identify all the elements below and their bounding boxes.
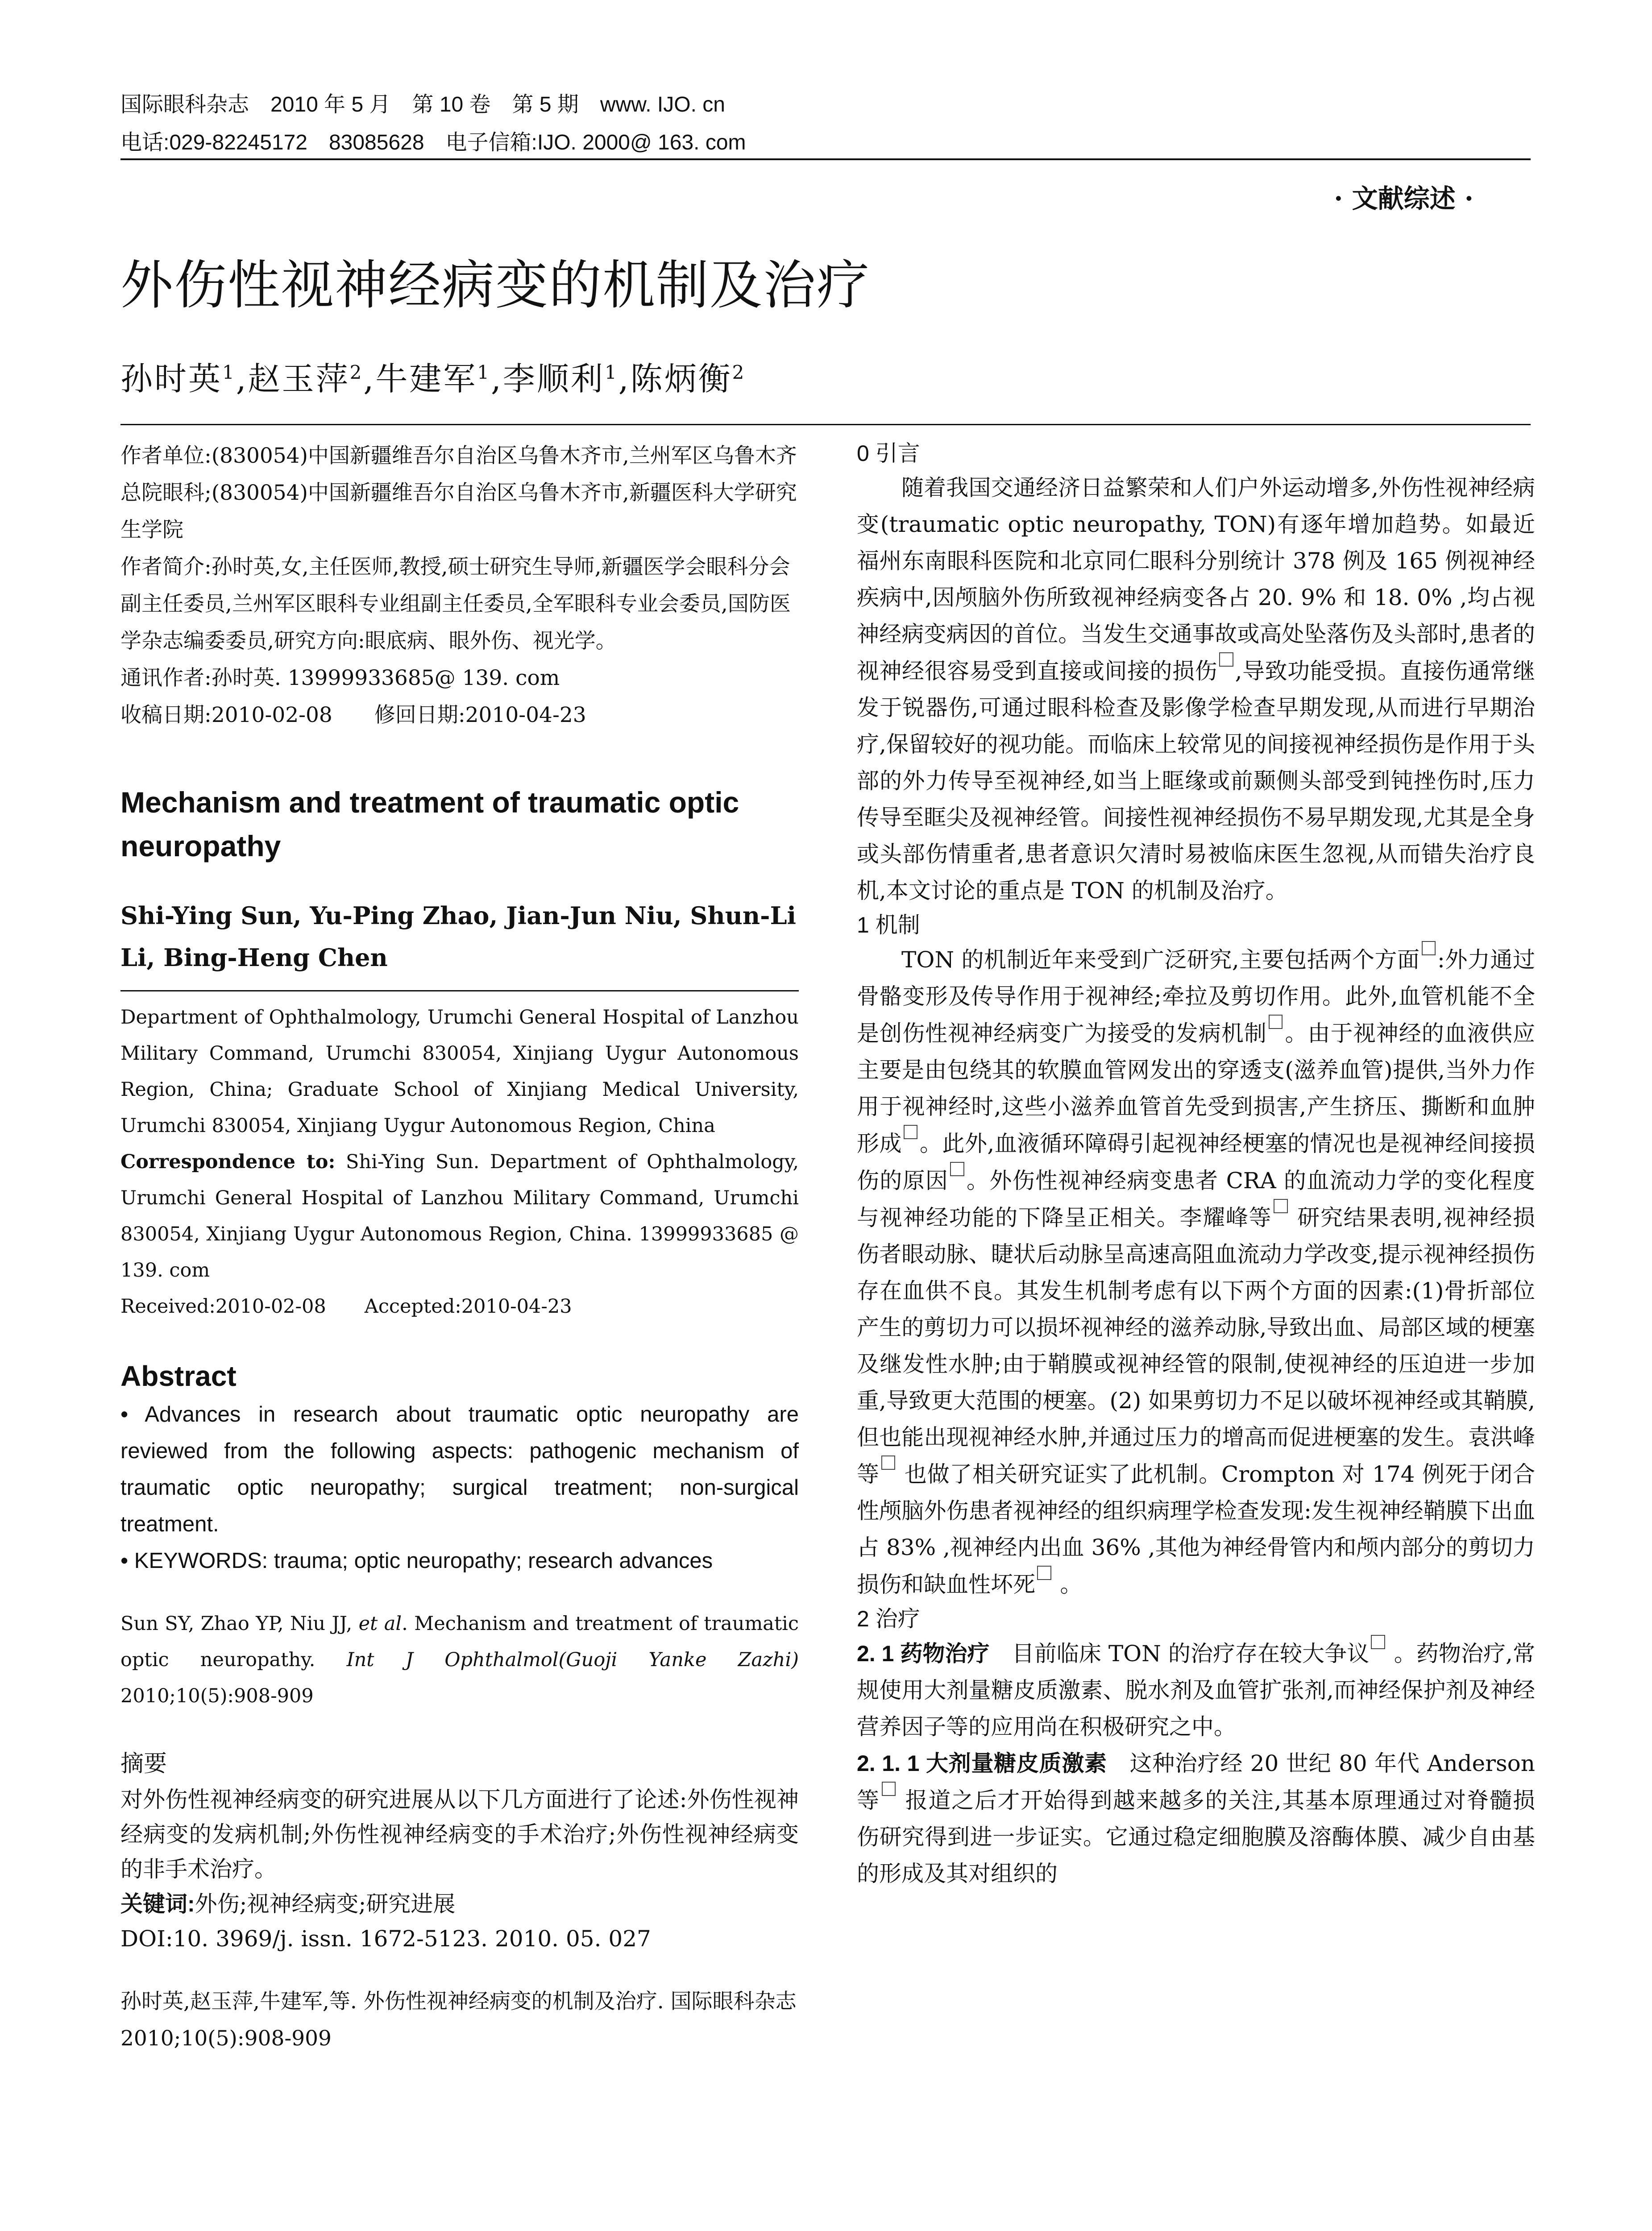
section-1-paragraph xyxy=(857,941,1535,1603)
author-affil-mark: 1 xyxy=(604,361,618,383)
author-affil-mark: 2 xyxy=(732,361,746,383)
citation-journal: Int J Ophthalmol(Guoji Yanke Zazhi) xyxy=(346,1649,799,1671)
section-tag: · 文献综述 · xyxy=(1334,183,1474,214)
zh-abstract-text: 对外伤性视神经病变的研究进展从以下几方面进行了论述:外伤性视神经病变的发病机制;外伤性视神经病变的手术治疗;外伤性视神经病变的非手术治疗。 xyxy=(120,1787,799,1882)
author-affil-mark: 1 xyxy=(222,361,236,383)
affiliation-zh: 作者单位:(830054)中国新疆维吾尔自治区乌鲁木齐市,兰州军区乌鲁木齐总院眼科;(830054)中国新疆维吾尔自治区乌鲁木齐市,新疆医科大学研究生学院 xyxy=(120,444,797,542)
citation-marker xyxy=(1422,941,1436,955)
citation-marker xyxy=(1371,1635,1385,1649)
zh-keywords-label: 关键词: xyxy=(120,1891,195,1916)
article-title: 外伤性视神经病变的机制及治疗 xyxy=(120,256,871,315)
paragraph-text: 报道之后才开始得到越来越多的关注,其基本原理通过对脊髓损伤研究得到进一步证实。它通过稳定细胞膜及溶酶体膜、减少自由基的形成及其对组织的 xyxy=(857,1787,1535,1887)
section-0-paragraph xyxy=(857,469,1535,909)
right-column xyxy=(857,437,1535,1892)
zh-citation: 孙时英,赵玉萍,牛建军,等. 外伤性视神经病变的机制及治疗. 国际眼科杂志 2010;10(5):908-909 xyxy=(120,1989,797,2051)
citation-marker xyxy=(1269,1015,1283,1029)
author-rule xyxy=(120,424,1531,425)
abstract-text: • Advances in research about traumatic optic neuropathy are reviewed from the following aspects: pathogenic mechanism of traumatic optic neuropathy; surgical treatment; non-surgical treatment. xyxy=(120,1402,799,1536)
zh-keywords xyxy=(120,1887,799,1921)
paragraph-text: 。外伤性视神经病变患者 CRA 的血流动力学的变化程度与视神经功能的下降呈正相关。李耀峰等 xyxy=(857,1168,1535,1231)
left-column xyxy=(120,437,799,2057)
running-header-journal: 国际眼科杂志 2010 年 5 月 第 10 卷 第 5 期 www. IJO. cn xyxy=(120,93,725,116)
citation-marker xyxy=(882,1782,896,1796)
received-dates-zh: 收稿日期:2010-02-08 修回日期:2010-04-23 xyxy=(120,703,586,727)
subsection-heading: 2. 1. 1 大剂量糖皮质激素 xyxy=(857,1751,1107,1776)
citation-marker xyxy=(881,1456,896,1470)
citation-title: . Mechanism and treatment of traumatic optic neuropathy. xyxy=(120,1613,799,1671)
zh-abstract-heading: 摘要 xyxy=(120,1751,167,1777)
paragraph-text: ,导致功能受损。直接伤通常继发于锐器伤,可通过眼科检查及影像学检查早期发现,从而进行早期治疗,保留较好的视功能。而临床上较常见的间接视神经损伤是作用于头部的外力传导至视神经,如当上眶缘或前颞侧头部受到钝挫伤时,压力传导至眶尖及视神经管。间接性视神经损伤不易早期发现,尤其是全身或头部伤情重者,患者意识欠清时易被临床医生忽视,从而错失治疗良机,本文讨论的重点是 TON 的机制及治疗。 xyxy=(857,658,1535,904)
paragraph-text: 这种治疗经 20 世纪 80 年代 Anderson 等 xyxy=(857,1750,1535,1813)
citation-etal: et al xyxy=(358,1613,402,1635)
correspondence-text: Shi-Ying Sun. Department of Ophthalmology, Urumchi General Hospital of Lanzhou Military Command, Urumchi 830054, Xinjiang Uygur Autonomous Region, China. 13999933685 @ 139. com xyxy=(120,1151,799,1281)
paragraph-text: 研究结果表明,视神经损伤者眼动脉、睫状后动脉呈高速高阻血流动力学改变,提示视神经损伤存在血供不良。其发生机制考虑有以下两个方面的因素:(1)骨折部位产生的剪切力可以损坏视神经的滋养动脉,导致出血、局部区域的梗塞及继发性水肿;由于鞘膜或视神经管的限制,使视神经的压迫进一步加重,导致更大范围的梗塞。(2) 如果剪切力不足以破坏视神经或其鞘膜,但也能出现视神经水肿,并通过压力的增高而促进梗塞的发生。袁洪峰等 xyxy=(857,1205,1535,1487)
paragraph-text: 。由于视神经的血液供应主要是由包绕其的软膜血管网发出的穿透支(滋养血管)提供,当外力作用于视神经时,这些小滋养血管首先受到损害,产生挤压、撕断和血肿形成 xyxy=(857,1020,1536,1157)
author-name: 孙时英 xyxy=(120,360,223,398)
author-list: 孙时英$^1$,赵玉萍$^2$,牛建军$^1$,李顺利$^1$,陈炳衡$^2$ xyxy=(120,360,746,398)
running-header-contact: 电话:029-82245172 83085628 电子信箱:IJO. 2000@ 163. com xyxy=(120,131,746,154)
abstract-heading: Abstract xyxy=(120,1360,237,1392)
author-name: 赵玉萍 xyxy=(248,360,350,398)
section-0-heading: 0 引言 xyxy=(857,441,920,466)
section-2-1-1-paragraph xyxy=(857,1745,1535,1892)
citation-volume: 2010;10(5):908-909 xyxy=(120,1685,314,1707)
english-affiliation: Department of Ophthalmology, Urumchi General Hospital of Lanzhou Military Command, Urumchi 830054, Xinjiang Uygur Autonomous Region, China; Graduate School of Xinjiang Medical University, Urumchi 830054, Xinjiang Uygur Autonomous Region, China xyxy=(120,1006,799,1137)
paragraph-text: 也做了相关研究证实了此机制。Crompton 对 174 例死于闭合性颅脑外伤患者视神经的组织病理学检查发现:发生视神经鞘膜下出血占 83% ,视神经内出血 36% ,其他为神经骨管内和颅内部分的剪切力损伤和缺血性坏死 xyxy=(857,1461,1536,1597)
author-affil-mark: 2 xyxy=(349,361,364,383)
paragraph-text: :外力通过骨骼变形及传导作用于视神经;牵拉及剪切作用。此外,血管机能不全是创伤性视神经病变广为接受的发病机制 xyxy=(857,947,1535,1046)
citation-marker xyxy=(904,1125,918,1139)
section-2-heading: 2 治疗 xyxy=(857,1606,920,1631)
citation-authors: Sun SY, Zhao YP, Niu JJ, xyxy=(120,1613,359,1635)
author-bio: 作者简介:孙时英,女,主任医师,教授,硕士研究生导师,新疆医学会眼科分会副主任委员,兰州军区眼科专业组副主任委员,全军眼科专业会委员,国防医学杂志编委委员,研究方向:眼底病、眼外伤、视光学。 xyxy=(120,555,791,653)
paragraph-text: TON 的机制近年来受到广泛研究,主要包括两个方面 xyxy=(901,947,1420,973)
correspondence-label: Correspondence to: xyxy=(120,1151,336,1173)
english-citation xyxy=(120,1606,799,1714)
english-authors: Shi-Ying Sun, Yu-Ping Zhao, Jian-Jun Niu, Shun-Li Li, Bing-Heng Chen xyxy=(120,901,797,972)
citation-marker xyxy=(1219,652,1233,667)
corresponding-author: 通讯作者:孙时英. 13999933685@ 139. com xyxy=(120,666,560,690)
paragraph-text: 。 xyxy=(1053,1572,1083,1597)
citation-marker xyxy=(1274,1199,1288,1213)
author-affil-mark: 1 xyxy=(477,361,491,383)
subsection-heading: 2. 1 药物治疗 xyxy=(857,1641,990,1666)
english-title: Mechanism and treatment of traumatic optic neuropathy xyxy=(120,786,739,863)
zh-keywords-text: 外伤;视神经病变;研究进展 xyxy=(195,1891,456,1917)
header-rule xyxy=(120,158,1531,160)
author-name: 李顺利 xyxy=(502,360,605,398)
author-name: 牛建军 xyxy=(375,360,477,398)
doi: DOI:10. 3969/j. issn. 1672-5123. 2010. 05. 027 xyxy=(120,1926,651,1952)
paragraph-text: 目前临床 TON 的治疗存在较大争议 xyxy=(989,1641,1370,1667)
paragraph-text: 。此外,血液循环障碍引起视神经梗塞的情况也是视神经间接损伤的原因 xyxy=(857,1131,1535,1194)
citation-marker xyxy=(950,1162,964,1176)
citation-marker xyxy=(1037,1566,1051,1580)
english-dates: Received:2010-02-08 Accepted:2010-04-23 xyxy=(120,1295,572,1318)
keywords: • KEYWORDS: trauma; optic neuropathy; research advances xyxy=(120,1549,713,1573)
author-name: 陈炳衡 xyxy=(630,360,732,398)
paragraph-text: 随着我国交通经济日益繁荣和人们户外运动增多,外伤性视神经病变(traumatic optic neuropathy, TON)有逐年增加趋势。如最近福州东南眼科医院和北京同仁眼科分别统计 378 例及 165 例视神经疾病中,因颅脑外伤所致视神经病变各占 20. 9% 和 18. 0% ,均占视神经病变病因的首位。当发生交通事故或高处坠落伤及头部时,患者的视神经很容易受到直接或间接的损伤 xyxy=(857,475,1535,684)
section-1-heading: 1 机制 xyxy=(857,912,920,937)
section-2-1-paragraph xyxy=(857,1635,1535,1745)
english-correspondence xyxy=(120,1144,799,1289)
paragraph-text: 。药物治疗,常规使用大剂量糖皮质激素、脱水剂及血管扩张剂,而神经保护剂及神经营养因子等的应用尚在积极研究之中。 xyxy=(857,1641,1535,1740)
